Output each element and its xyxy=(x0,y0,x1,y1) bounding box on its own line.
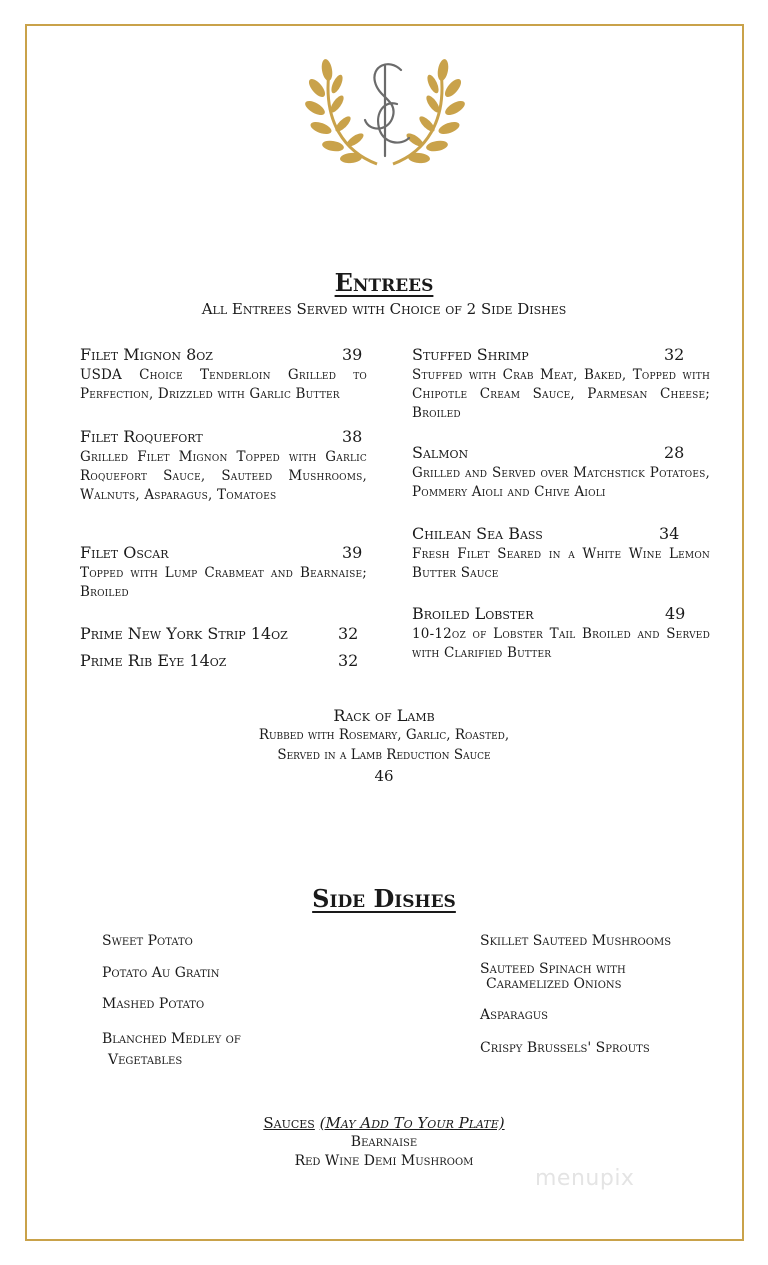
item-name: Chilean Sea Bass xyxy=(412,524,543,543)
item-price: 38 xyxy=(342,427,363,446)
item-price: 28 xyxy=(664,443,685,462)
item-price: 39 xyxy=(342,543,363,562)
item-price: 32 xyxy=(664,345,685,364)
side-item: Asparagus xyxy=(480,1007,549,1023)
item-name: Filet Oscar xyxy=(80,543,169,562)
item-description: Grilled and Served over Matchstick Potatoes, Pommery Aioli and Chive Aioli xyxy=(412,465,710,500)
menu-item-prime-ny-strip xyxy=(80,624,367,645)
item-name: Filet Mignon 8oz xyxy=(80,345,213,364)
item-description: Stuffed with Crab Meat, Baked, Topped with Chipotle Cream Sauce, Parmesan Cheese; Broiled xyxy=(412,367,710,421)
item-name: Salmon xyxy=(412,443,469,462)
item-price: 49 xyxy=(665,604,686,623)
side-item: Vegetables xyxy=(108,1052,183,1068)
side-item: Caramelized Onions xyxy=(486,976,622,992)
item-description: USDA Choice Tenderloin Grilled to Perfection, Drizzled with Garlic Butter xyxy=(80,367,367,402)
item-price: 32 xyxy=(338,624,359,643)
sauces-label: Sauces xyxy=(263,1114,315,1132)
menu-item-filet-mignon xyxy=(80,345,367,404)
menu-item-broiled-lobster xyxy=(412,604,710,663)
item-description: Grilled Filet Mignon Topped with Garlic Roquefort Sauce, Sauteed Mushrooms, Walnuts, Asparagus, Tomatoes xyxy=(80,449,367,503)
sauce-item: Bearnaise xyxy=(350,1134,418,1150)
side-item: Sweet Potato xyxy=(102,933,193,949)
item-description: Topped with Lump Crabmeat and Bearnaise; Broiled xyxy=(80,565,367,600)
item-name: Prime New York Strip 14oz xyxy=(80,624,288,643)
item-description-line-2: Served in a Lamb Reduction Sauce xyxy=(277,747,491,763)
item-price: 34 xyxy=(659,524,680,543)
sauces-note: (May Add To Your Plate) xyxy=(319,1114,505,1132)
sauce-item: Red Wine Demi Mushroom xyxy=(294,1153,474,1169)
side-item: Skillet Sauteed Mushrooms xyxy=(480,933,672,949)
item-description: Fresh Filet Seared in a White Wine Lemon Butter Sauce xyxy=(412,546,710,581)
side-item: Crispy Brussels' Sprouts xyxy=(480,1040,650,1056)
side-item: Mashed Potato xyxy=(102,996,205,1012)
menu-item-stuffed-shrimp xyxy=(412,345,710,423)
menu-item-salmon xyxy=(412,443,710,502)
side-item: Sauteed Spinach with xyxy=(480,961,626,977)
item-name: Filet Roquefort xyxy=(80,427,203,446)
menu-item-rack-of-lamb xyxy=(0,706,768,785)
sauces-section xyxy=(0,1114,768,1171)
item-name: Rack of Lamb xyxy=(333,706,435,725)
laurel-wreath-monogram-icon xyxy=(305,52,465,174)
item-price: 39 xyxy=(342,345,363,364)
entrees-subtitle: All Entrees Served with Choice of 2 Side Dishes xyxy=(201,300,567,318)
watermark: menupix xyxy=(535,1166,635,1191)
side-dishes-heading: Side Dishes xyxy=(312,884,456,913)
side-item: Blanched Medley of xyxy=(102,1031,241,1047)
item-name: Stuffed Shrimp xyxy=(412,345,529,364)
entrees-heading: Entrees xyxy=(334,268,434,297)
menu-item-chilean-sea-bass xyxy=(412,524,710,583)
sauces-title xyxy=(0,1114,768,1133)
item-price: 32 xyxy=(338,651,359,670)
menu-item-filet-roquefort xyxy=(80,427,367,505)
side-item: Potato Au Gratin xyxy=(102,965,220,981)
item-price: 46 xyxy=(374,767,394,785)
item-description-line-1: Rubbed with Rosemary, Garlic, Roasted, xyxy=(258,727,510,743)
item-description: 10-12oz of Lobster Tail Broiled and Served with Clarified Butter xyxy=(412,626,710,661)
item-name: Prime Rib Eye 14oz xyxy=(80,651,227,670)
item-name: Broiled Lobster xyxy=(412,604,534,623)
menu-item-prime-rib-eye xyxy=(80,651,367,672)
menu-item-filet-oscar xyxy=(80,543,367,602)
